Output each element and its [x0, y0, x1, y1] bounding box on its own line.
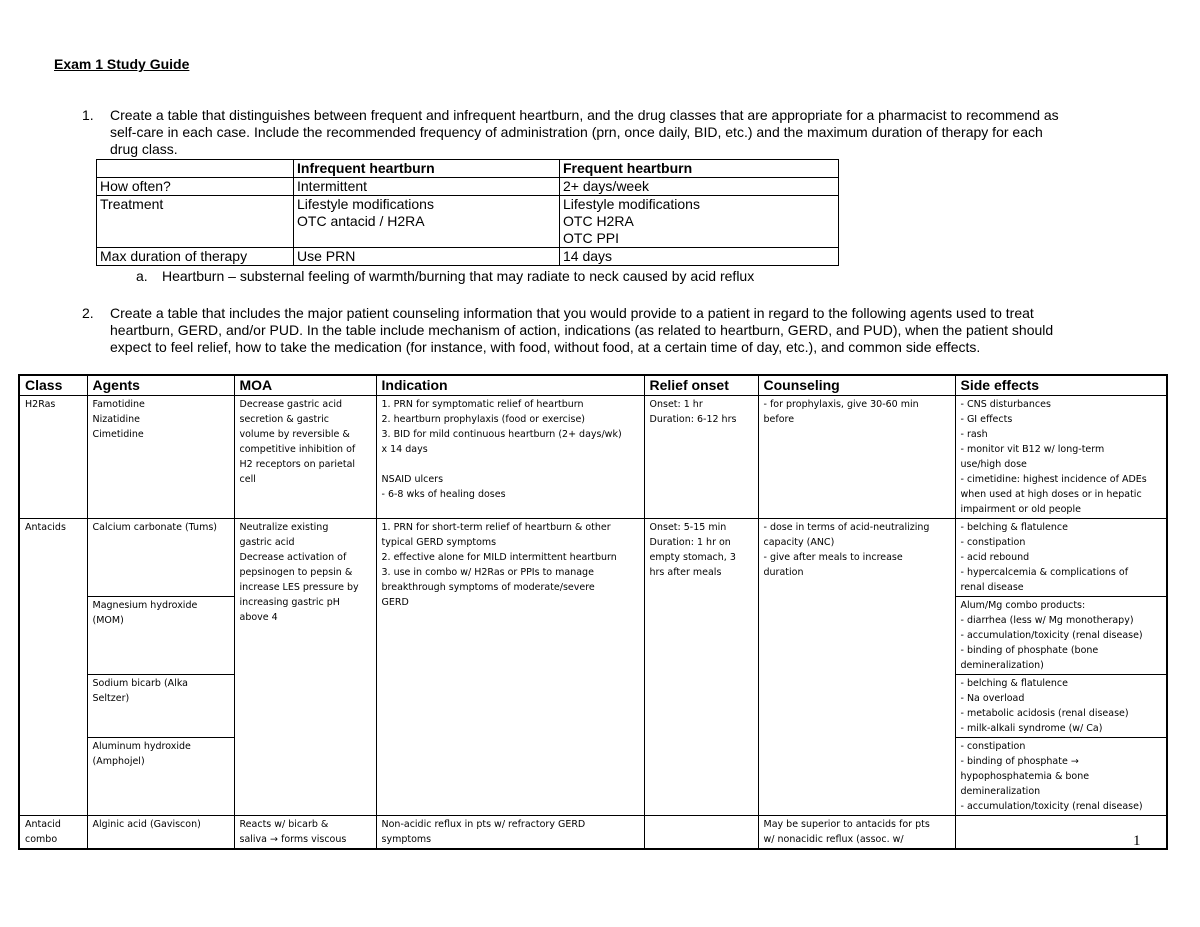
cell-line: - belching & flatulence: [960, 522, 1068, 533]
cell-line: - accumulation/toxicity (renal disease): [960, 801, 1143, 812]
class-cell: [19, 519, 87, 816]
cell-line: combo: [25, 834, 58, 845]
cell-line: - dose in terms of acid-neutralizing: [763, 522, 930, 533]
table-header: Infrequent heartburn: [294, 160, 560, 178]
agents-cell: [87, 675, 234, 738]
cell-line: - monitor vit B12 w/ long-term: [960, 444, 1105, 455]
cell-line: Onset: 5-15 min: [649, 522, 727, 533]
cell-line: Intermittent: [297, 178, 368, 194]
cell-line: typical GERD symptoms: [381, 537, 497, 548]
onset-cell: [644, 396, 758, 519]
agents-cell: [87, 396, 234, 519]
row-label: How often?: [97, 178, 294, 196]
table-row-antacid-combo: [19, 816, 1167, 850]
side-effects-cell: [955, 519, 1167, 597]
cell-line: cell: [239, 474, 256, 485]
table-cell: [294, 196, 560, 248]
sub-item-letter: a.: [136, 268, 148, 284]
cell-line: H2Ras: [25, 399, 56, 410]
cell-line: - binding of phosphate →: [960, 756, 1079, 767]
cell-line: Duration: 6-12 hrs: [649, 414, 737, 425]
cell-line: Onset: 1 hr: [649, 399, 703, 410]
indication-cell: [376, 816, 644, 850]
table-cell: [294, 178, 560, 196]
cell-line: Antacid: [25, 819, 61, 830]
counseling-cell: [758, 396, 955, 519]
cell-line: Non-acidic reflux in pts w/ refractory GERD: [381, 819, 586, 830]
cell-line: hypophosphatemia & bone: [960, 771, 1090, 782]
cell-line: 1. PRN for symptomatic relief of heartburn: [381, 399, 584, 410]
cell-line: x 14 days: [381, 444, 428, 455]
cell-line: Magnesium hydroxide: [92, 600, 198, 611]
cell-line: Sodium bicarb (Alka: [92, 678, 188, 689]
cell-line: Duration: 1 hr on: [649, 537, 731, 548]
agents-cell: [87, 597, 234, 675]
table-header-row: [97, 160, 839, 178]
table-header: Agents: [87, 375, 234, 396]
cell-line: Lifestyle modifications: [563, 196, 700, 212]
cell-line: capacity (ANC): [763, 537, 835, 548]
cell-line: renal disease: [960, 582, 1024, 593]
cell-line: Aluminum hydroxide: [92, 741, 191, 752]
question-text: [110, 107, 1059, 158]
agents-cell: [87, 738, 234, 816]
counseling-cell: [758, 519, 955, 816]
cell-line: Alginic acid (Gaviscon): [92, 819, 201, 830]
counseling-table: [18, 374, 1168, 850]
table-header: [97, 160, 294, 178]
table-cell: [560, 178, 839, 196]
cell-line: 3. use in combo w/ H2Ras or PPIs to manage: [381, 567, 594, 578]
cell-line: OTC H2RA: [563, 213, 634, 229]
cell-line: Famotidine: [92, 399, 145, 410]
cell-line: - metabolic acidosis (renal disease): [960, 708, 1129, 719]
class-cell: [19, 816, 87, 850]
cell-line: Cimetidine: [92, 429, 144, 440]
sub-item-text: Heartburn – substernal feeling of warmth/burning that may radiate to neck caused by acid reflux: [162, 268, 755, 284]
cell-line: hrs after meals: [649, 567, 722, 578]
cell-line: 2. effective alone for MILD intermittent heartburn: [381, 552, 617, 563]
agents-cell: [87, 816, 234, 850]
agents-cell: [87, 519, 234, 597]
row-label: Max duration of therapy: [97, 248, 294, 266]
cell-line: Neutralize existing: [239, 522, 329, 533]
cell-line: OTC PPI: [563, 230, 620, 246]
table-header: Indication: [376, 375, 644, 396]
cell-line: demineralization: [960, 786, 1041, 797]
question-line: expect to feel relief, how to take the medication (for instance, with food, without food, at a certain time of day, etc.), and common side effects.: [110, 339, 981, 355]
cell-line: (Amphojel): [92, 756, 145, 767]
indication-cell: [376, 396, 644, 519]
cell-line: NSAID ulcers: [381, 474, 444, 485]
cell-line: increase LES pressure by: [239, 582, 359, 593]
question-line: drug class.: [110, 141, 178, 157]
cell-line: - constipation: [960, 741, 1026, 752]
cell-line: above 4: [239, 612, 278, 623]
question-line: Create a table that distinguishes between frequent and infrequent heartburn, and the drug classes that are appropriate for a pharmacist to recommend as: [110, 107, 1059, 123]
moa-cell: [234, 816, 376, 850]
table-header: Side effects: [955, 375, 1167, 396]
table-header-row: [19, 375, 1167, 396]
question-line: heartburn, GERD, and/or PUD. In the table include mechanism of action, indications (as related to heartburn, GERD, and PUD), when the patient should: [110, 322, 1054, 338]
cell-line: impairment or old people: [960, 504, 1081, 515]
cell-line: - for prophylaxis, give 30-60 min: [763, 399, 919, 410]
cell-line: volume by reversible &: [239, 429, 350, 440]
question-line: Create a table that includes the major patient counseling information that you would provide to a patient in regard to the following agents used to treat: [110, 305, 1034, 321]
cell-line: 14 days: [563, 248, 613, 264]
table-header: Relief onset: [644, 375, 758, 396]
indication-cell: [376, 519, 644, 816]
cell-line: w/ nonacidic reflux (assoc. w/: [763, 834, 904, 845]
counseling-cell: [758, 816, 955, 850]
side-effects-cell: [955, 396, 1167, 519]
table-header: Class: [19, 375, 87, 396]
cell-line: [382, 457, 639, 472]
cell-line: (MOM): [92, 615, 124, 626]
cell-line: - binding of phosphate (bone: [960, 645, 1099, 656]
moa-cell: [234, 519, 376, 816]
cell-line: Use PRN: [297, 248, 356, 264]
cell-line: breakthrough symptoms of moderate/severe: [381, 582, 595, 593]
table-header: Frequent heartburn: [560, 160, 839, 178]
table-header: Counseling: [758, 375, 955, 396]
cell-line: - CNS disturbances: [960, 399, 1051, 410]
cell-line: Nizatidine: [92, 414, 140, 425]
cell-line: 3. BID for mild continuous heartburn (2+ days/wk): [381, 429, 622, 440]
cell-line: - GI effects: [960, 414, 1013, 425]
side-effects-cell: [955, 597, 1167, 675]
cell-line: gastric acid: [239, 537, 295, 548]
table-row-h2ras: [19, 396, 1167, 519]
class-cell: [19, 396, 87, 519]
table-cell: [560, 196, 839, 248]
cell-line: - accumulation/toxicity (renal disease): [960, 630, 1143, 641]
question-number: 1.: [82, 107, 94, 123]
cell-line: before: [763, 414, 795, 425]
cell-line: - give after meals to increase: [763, 552, 903, 563]
cell-line: empty stomach, 3: [649, 552, 736, 563]
side-effects-cell: [955, 738, 1167, 816]
cell-line: Calcium carbonate (Tums): [92, 522, 217, 533]
onset-cell: [644, 816, 758, 850]
onset-cell: [644, 519, 758, 816]
table-row: [97, 248, 839, 266]
cell-line: pepsinogen to pepsin &: [239, 567, 353, 578]
cell-line: - diarrhea (less w/ Mg monotherapy): [960, 615, 1134, 626]
cell-line: Antacids: [25, 522, 66, 533]
cell-line: - hypercalcemia & complications of: [960, 567, 1129, 578]
cell-line: - milk-alkali syndrome (w/ Ca): [960, 723, 1103, 734]
table-header: MOA: [234, 375, 376, 396]
cell-line: OTC antacid / H2RA: [297, 213, 425, 229]
cell-line: May be superior to antacids for pts: [763, 819, 930, 830]
cell-line: 2. heartburn prophylaxis (food or exercise): [381, 414, 586, 425]
row-label: Treatment: [97, 196, 294, 248]
cell-line: GERD: [381, 597, 409, 608]
table-row: [97, 196, 839, 248]
question-number: 2.: [82, 305, 94, 321]
table-cell: [294, 248, 560, 266]
cell-line: 2+ days/week: [563, 178, 649, 194]
table-cell: [560, 248, 839, 266]
cell-line: - 6-8 wks of healing doses: [381, 489, 506, 500]
moa-cell: [234, 396, 376, 519]
cell-line: - cimetidine: highest incidence of ADEs: [960, 474, 1147, 485]
question-text: [110, 305, 1053, 356]
side-effects-cell: [955, 675, 1167, 738]
cell-line: - belching & flatulence: [960, 678, 1068, 689]
cell-line: - Na overload: [960, 693, 1025, 704]
cell-line: secretion & gastric: [239, 414, 329, 425]
cell-line: Decrease gastric acid: [239, 399, 343, 410]
heartburn-table: [96, 159, 839, 266]
cell-line: duration: [763, 567, 804, 578]
cell-line: increasing gastric pH: [239, 597, 340, 608]
cell-line: H2 receptors on parietal: [239, 459, 356, 470]
cell-line: 1. PRN for short-term relief of heartburn & other: [381, 522, 611, 533]
cell-line: when used at high doses or in hepatic: [960, 489, 1142, 500]
cell-line: competitive inhibition of: [239, 444, 356, 455]
page-number: 1: [1133, 833, 1141, 849]
cell-line: - acid rebound: [960, 552, 1030, 563]
table-row: [97, 178, 839, 196]
page-title: Exam 1 Study Guide: [54, 56, 190, 72]
cell-line: saliva → forms viscous: [239, 834, 347, 845]
cell-line: Lifestyle modifications: [297, 196, 434, 212]
cell-line: Decrease activation of: [239, 552, 347, 563]
cell-line: use/high dose: [960, 459, 1027, 470]
cell-line: - rash: [960, 429, 988, 440]
table-row-antacids: [19, 519, 1167, 597]
cell-line: - constipation: [960, 537, 1026, 548]
cell-line: symptoms: [381, 834, 432, 845]
cell-line: Reacts w/ bicarb &: [239, 819, 329, 830]
question-line: self-care in each case. Include the recommended frequency of administration (prn, once daily, BID, etc.) and the maximum duration of therapy for each: [110, 124, 1043, 140]
cell-line: Seltzer): [92, 693, 130, 704]
cell-line: Alum/Mg combo products:: [960, 600, 1086, 611]
cell-line: demineralization): [960, 660, 1044, 671]
